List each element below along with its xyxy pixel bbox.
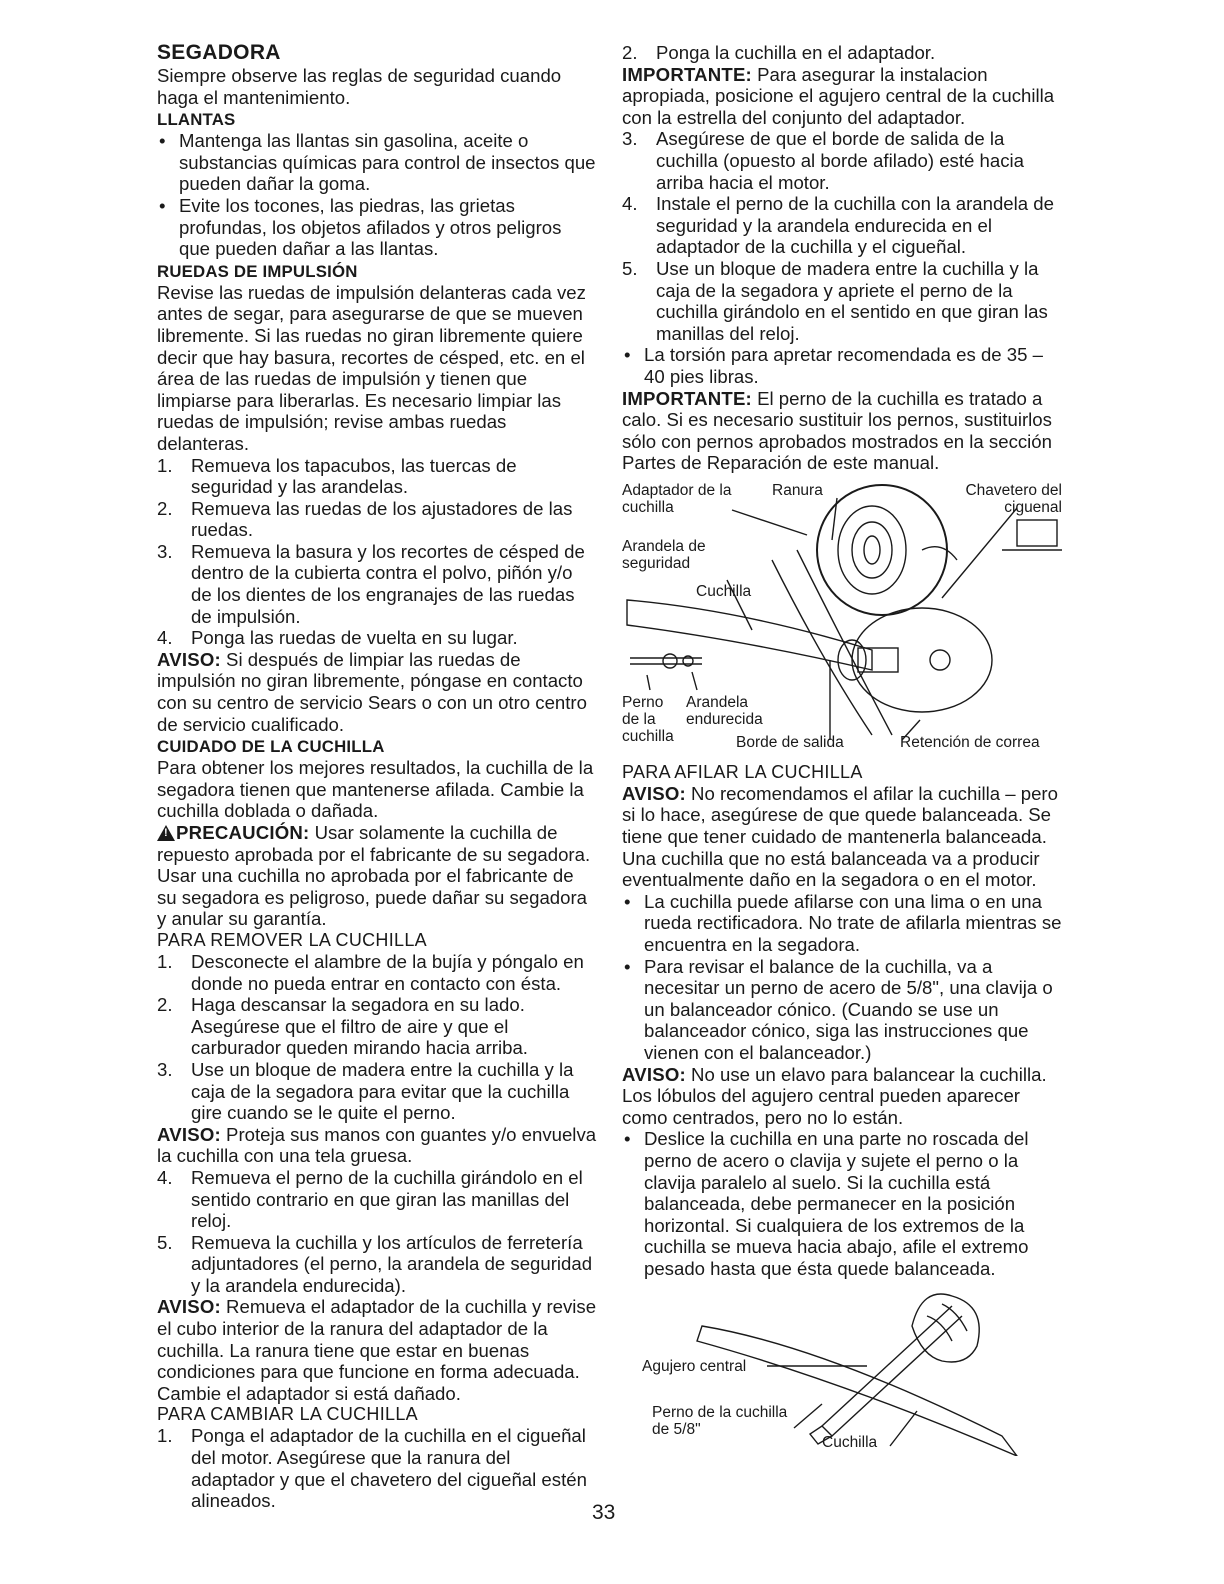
- blade-assembly-figure: [622, 480, 1062, 754]
- heading-afilar: PARA AFILAR LA CUCHILLA: [622, 761, 863, 782]
- warning-icon: [157, 825, 175, 841]
- intro-text: Siempre observe las reglas de seguridad cuando haga el mantenimiento.: [157, 65, 562, 108]
- aviso-guantes: AVISO: Proteja sus manos con guantes y/o envuelva la cuchilla con una tela gruesa.: [157, 1123, 597, 1167]
- aviso-afilar: AVISO: No recomendamos el afilar la cuchilla – pero si lo hace, asegúrese de que quede balanceada. Se tiene que tener cuidado de mantenerla balanceada. Una cuchilla que no está balanceada va a producir eventualmente daño en la segadora o en el motor.: [622, 782, 1058, 891]
- list-item: 3. Use un bloque de madera entre la cuchilla y la caja de la segadora para evitar que la cuchilla gire cuando se le quite el perno.: [157, 1058, 574, 1124]
- list-item: 1. Desconecte el alambre de la bujía y póngalo en donde no pueda entrar en contacto con ésta.: [157, 950, 584, 994]
- left-column: [157, 42, 597, 1512]
- list-item: 5. Remueva la cuchilla y los artículos de ferretería adjuntadores (el perno, la arandela de seguridad y la arandela endurecida).: [157, 1231, 593, 1296]
- label-retencion: Retención de correa: [900, 733, 1040, 751]
- list-item: 1. Remueva los tapacubos, las tuercas de seguridad y las arandelas.: [157, 454, 517, 498]
- label-perno: Perno de la cuchilla: [622, 693, 674, 745]
- importante-note: IMPORTANTE: El perno de la cuchilla es tratado a calo. Si es necesario sustituir los pernos, sustituirlos sólo con pernos aprobados mostrados en la sección Partes de Reparación de este manual.: [622, 387, 1052, 474]
- list-item: • Para revisar el balance de la cuchilla, va a necesitar un perno de acero de 5/8", una clavija o un balanceador cónico. (Cuando se use un balanceador cónico, siga las instrucciones que vienen con el balanceador.): [624, 955, 1053, 1063]
- list-item: 3. Asegúrese de que el borde de salida de la cuchilla (opuesto al borde afilado) esté hacia arriba hacia el motor.: [622, 128, 1024, 193]
- label-cuchilla: Cuchilla: [696, 582, 752, 600]
- list-item: 3. Remueva la basura y los recortes de césped de dentro de la cubierta contra el polvo, piñón y/o de los dientes de los engranajes de las ruedas de impulsión.: [157, 540, 585, 627]
- label-arandela-seguridad: Arandela de seguridad: [622, 537, 706, 572]
- blade-balance-figure: [622, 1286, 1062, 1456]
- label-adaptador: Adaptador de la cuchilla: [622, 481, 732, 516]
- list-item: • La torsión para apretar recomendada es de 35 – 40 pies libras.: [624, 344, 1043, 387]
- list-item: 4. Instale el perno de la cuchilla con la arandela de seguridad y la arandela endurecida en el adaptador de la cuchilla y el cigueñal.: [622, 193, 1054, 258]
- list-item: 4. Ponga las ruedas de vuelta en su lugar.: [157, 627, 518, 649]
- heading-remover: PARA REMOVER LA CUCHILLA: [157, 929, 427, 950]
- aviso-clavo: AVISO: No use un elavo para balancear la cuchilla. Los lóbulos del agujero central pueden aparecer como centrados, pero no lo están.: [622, 1063, 1047, 1128]
- label-arandela-endurecida: Arandela endurecida: [686, 693, 763, 728]
- list-item: • Deslice la cuchilla en una parte no roscada del perno de acero o clavija y sujete el perno o la clavija paralelo al suelo. Si la cuchilla está balanceada, debe permanecer en la posición horizontal. Si cualquiera de los extremos de la cuchilla se mueva hacia abajo, afile el extremo pesado hasta que ésta quede balanceada.: [624, 1128, 1029, 1279]
- list-item: 5. Use un bloque de madera entre la cuchilla y la caja de la segadora y apriete el perno de la cuchilla girándolo en el sentido en que giran las manillas del reloj.: [622, 257, 1048, 344]
- label-cuchilla-2: Cuchilla: [822, 1433, 878, 1451]
- importante-note: IMPORTANTE: Para asegurar la instalacion apropiada, posicione el agujero central de la cuchilla con la estrella del conjunto del adaptador.: [622, 63, 1055, 128]
- heading-ruedas: RUEDAS DE IMPULSIÓN: [157, 261, 358, 281]
- list-item: • Evite los tocones, las piedras, las grietas profundas, los objetos afilados y otros peligros que pueden dañar a las llantas.: [159, 194, 562, 260]
- list-item: 2. Remueva las ruedas de los ajustadores de las ruedas.: [157, 497, 573, 541]
- section-title: SEGADORA: [157, 41, 281, 64]
- list-item: 1. Ponga el adaptador de la cuchilla en el cigueñal del motor. Asegúrese que la ranura del adaptador y que el chavetero del cigueñal estén alineados.: [157, 1425, 587, 1512]
- label-ranura: Ranura: [772, 481, 823, 499]
- right-column: [622, 42, 1062, 1456]
- heading-cuchilla: CUIDADO DE LA CUCHILLA: [157, 737, 385, 757]
- aviso-adaptador: AVISO: Remueva el adaptador de la cuchilla y revise el cubo interior de la ranura del adaptador de la cuchilla. La ranura tiene que estar en buenas condiciones para que funcione en forma adecuada. Cambie el adaptador si está dañado.: [157, 1296, 597, 1404]
- list-item: • Mantenga las llantas sin gasolina, aceite o substancias químicas para control de insectos que pueden dañar la goma.: [159, 130, 596, 195]
- label-chavetero: Chavetero del ciguenal: [965, 481, 1062, 516]
- page-number: 33: [592, 1501, 616, 1524]
- label-borde: Borde de salida: [736, 733, 844, 751]
- aviso-ruedas: AVISO: Si después de limpiar las ruedas de impulsión no giran libremente, póngase en contacto con su centro de servicio Sears o con un otro centro de servicio cualificado.: [157, 648, 587, 735]
- list-item: 4. Remueva el perno de la cuchilla girándolo en el sentido contrario en que giran las manillas del reloj.: [157, 1166, 583, 1232]
- list-item: 2. Haga descansar la segadora en su lado. Asegúrese que el filtro de aire y que el carburador queden mirando hacia arriba.: [157, 994, 528, 1059]
- heading-cambiar: PARA CAMBIAR LA CUCHILLA: [157, 1404, 418, 1425]
- precaucion-note: !PRECAUCIÓN: Usar solamente la cuchilla de repuesto aprobada por el fabricante de su segadora. Usar una cuchilla no aprobada por el fabricante de su segadora es peligroso, puede dañar su segadora y anular su garantía.: [157, 822, 597, 930]
- ruedas-paragraph: Revise las ruedas de impulsión delanteras cada vez antes de segar, para asegurarse de que se mueven libremente. Si las ruedas no giran libremente quiere decir que hay basura, recortes de césped, etc. en el área de las ruedas de impulsión y tienen que limpiarse para liberarlas. Es necesario limpiar las ruedas de impulsión; revise ambas ruedas delanteras.: [157, 281, 586, 454]
- list-item: 2. Ponga la cuchilla en el adaptador.: [622, 42, 936, 63]
- list-item: • La cuchilla puede afilarse con una lima o en una rueda rectificadora. No trate de afilarla mientras se encuentra en la segadora.: [624, 890, 1062, 956]
- heading-llantas: LLANTAS: [157, 110, 236, 130]
- label-perno-58: Perno de la cuchilla de 5/8": [652, 1403, 788, 1438]
- cuchilla-paragraph: Para obtener los mejores resultados, la cuchilla de la segadora tienen que mantenerse afilada. Cambie la cuchilla doblada o dañada.: [157, 757, 594, 822]
- label-agujero: Agujero central: [642, 1357, 747, 1375]
